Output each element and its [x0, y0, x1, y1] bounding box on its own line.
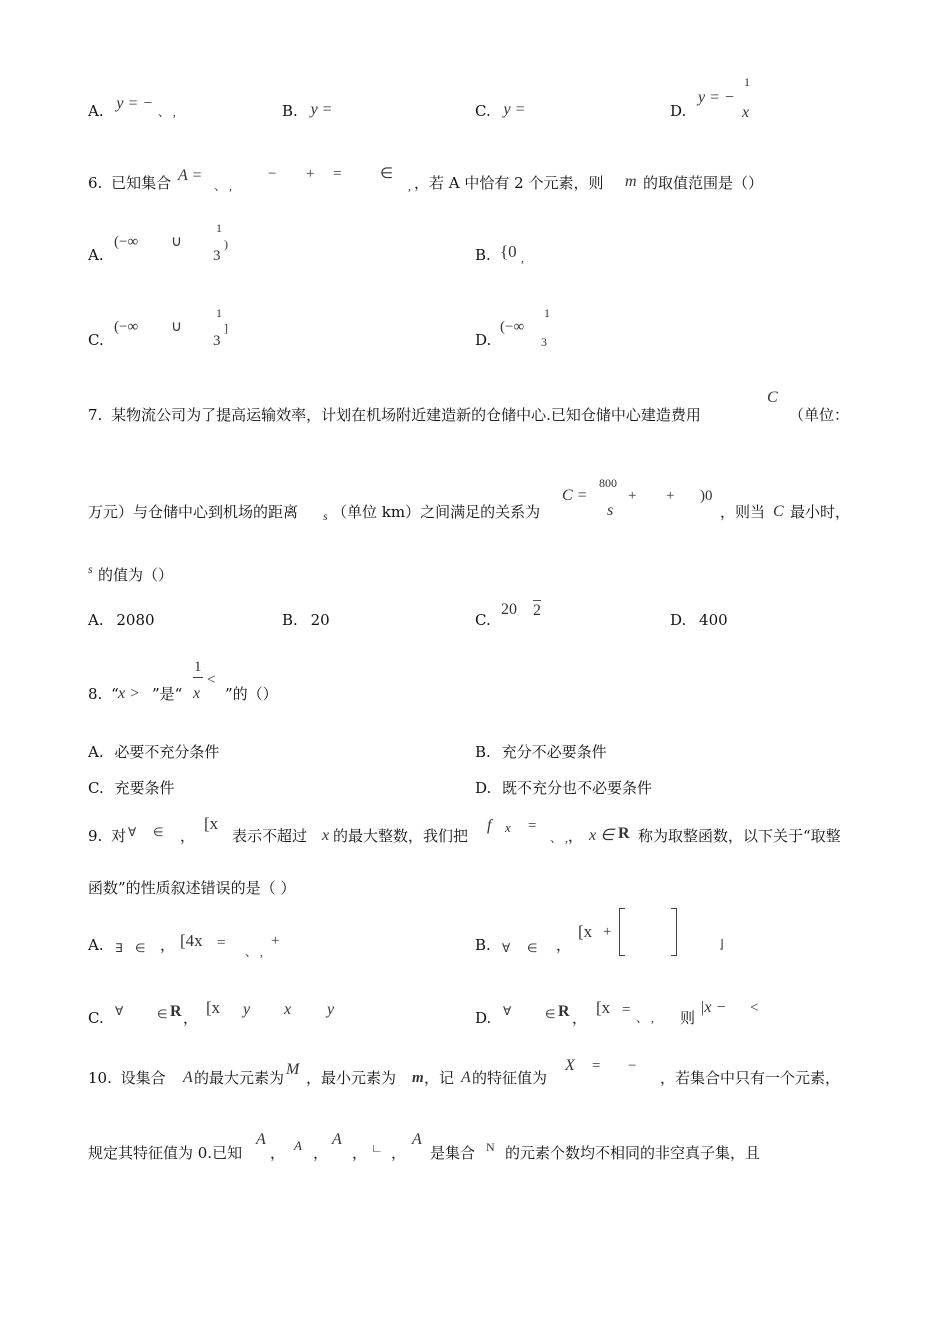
sqrt-radicand: 2: [533, 602, 541, 619]
floor-expression: [x: [578, 922, 593, 941]
fraction-denominator: 3: [213, 333, 221, 349]
question-text: 的最大整数，我们把: [333, 827, 469, 845]
q6-option-c-label: C.: [88, 331, 104, 349]
question-text: 的值为（）: [98, 566, 174, 584]
function-name: f: [487, 817, 492, 834]
math-variable: x: [284, 1001, 292, 1018]
punctuation: ，: [160, 936, 176, 954]
punctuation: ，: [572, 1009, 588, 1027]
math-fragment: 、 ,: [214, 179, 233, 193]
math-variable: C: [773, 503, 784, 520]
q8-option-d: [475, 778, 652, 798]
floor-expression: [x: [204, 814, 219, 833]
bracket-close: ): [224, 237, 228, 251]
question-text: 函数”的性质叙述错误的是（ ）: [88, 879, 296, 897]
option-text: 充分不必要条件: [501, 743, 607, 761]
fraction-denominator: 3: [541, 335, 547, 349]
punctuation: ，: [568, 827, 584, 845]
math-variable: s: [88, 562, 93, 576]
q6-option-b-label: B.: [475, 246, 491, 264]
option-label: C.: [88, 779, 104, 797]
equals-sign: =: [217, 935, 226, 951]
question-text: 设集合: [120, 1069, 166, 1087]
q6-option-a-label: A.: [88, 246, 104, 264]
question-number: 6.: [88, 174, 103, 192]
option-label: D.: [475, 779, 492, 797]
option-value: 20: [310, 611, 330, 629]
option-value: 20: [501, 601, 517, 618]
math-variable: m: [625, 173, 637, 190]
natural-set-symbol: N: [486, 1140, 495, 1154]
q6-stem: [88, 173, 171, 193]
q8-option-c: [88, 778, 175, 798]
subset-symbol: A: [332, 1131, 342, 1148]
equals-sign: =: [622, 1002, 631, 1018]
math-expression: A =: [178, 167, 203, 184]
plus-sign: +: [271, 933, 280, 949]
math-fragment: −: [268, 166, 277, 182]
question-text: （单位：: [789, 406, 850, 424]
math-variable: y: [327, 1001, 335, 1018]
q5-option-a: [88, 95, 176, 122]
math-fragment: =: [333, 166, 342, 182]
question-number: 10.: [88, 1069, 112, 1087]
fraction-numerator: 1: [544, 306, 550, 320]
q7-option-c-label: C.: [475, 611, 491, 629]
q8-option-b: [475, 742, 607, 762]
fraction-numerator: 1: [193, 657, 203, 678]
option-label: D.: [670, 611, 687, 629]
option-label: A.: [88, 102, 104, 120]
math-variable: M: [286, 1061, 300, 1078]
element-symbol: ∈: [135, 941, 146, 955]
question-text: 表示不超过: [232, 827, 308, 845]
less-than: <: [207, 672, 216, 688]
real-set-symbol: R: [170, 1003, 182, 1020]
option-label: B.: [475, 743, 491, 761]
fraction-numerator: 1: [216, 221, 222, 235]
equals-sign: =: [592, 1058, 601, 1074]
option-value: 400: [699, 611, 728, 629]
math-fragment: ∈: [380, 166, 394, 182]
ellipsis-symbol: ∟: [371, 1141, 383, 1155]
subset-symbol: A: [294, 1138, 302, 1153]
forall-symbol: ∀: [115, 1004, 124, 1018]
question-number: 7.: [88, 406, 103, 424]
option-text: 必要不充分条件: [114, 743, 220, 761]
formula-tail: )0: [700, 488, 713, 504]
exists-symbol: ∃: [115, 941, 123, 955]
punctuation: ，: [391, 1144, 407, 1162]
q5-option-d: [670, 101, 686, 121]
option-label: C.: [475, 102, 491, 120]
option-label: A.: [88, 611, 104, 629]
math-expression: y = −: [116, 95, 154, 112]
q8-stem: [88, 684, 119, 704]
domain-expression: x ∈: [589, 827, 615, 844]
math-variable: A: [183, 1069, 193, 1086]
question-text: 最小时，: [790, 503, 851, 521]
element-symbol: ∈: [527, 941, 538, 955]
math-variable: m: [412, 1070, 424, 1086]
formula-denominator: s: [607, 502, 614, 519]
q5-option-b: [282, 101, 332, 122]
option-value: 2080: [116, 611, 155, 629]
option-text: 既不充分也不必要条件: [502, 779, 653, 797]
option-label: B.: [282, 611, 298, 629]
question-text: 是集合: [430, 1144, 476, 1162]
real-set-symbol: R: [618, 825, 630, 842]
math-expression: y =: [310, 101, 333, 118]
math-fragment: ,: [521, 251, 524, 265]
punctuation: ，: [183, 1009, 199, 1027]
element-symbol: ∈: [545, 1007, 556, 1021]
punctuation: ，: [180, 827, 196, 845]
math-expression: (−∞: [500, 319, 525, 335]
question-text: 的特征值为: [472, 1069, 548, 1087]
punctuation: ，: [270, 1144, 286, 1162]
forall-symbol: ∀: [502, 941, 511, 955]
math-variable: A: [461, 1069, 471, 1086]
feature-symbol: X: [565, 1057, 575, 1074]
punctuation: ，: [352, 1144, 368, 1162]
question-text: ，若集合中只有一个元素，: [660, 1069, 841, 1087]
function-arg: x: [505, 820, 511, 835]
math-expression: (−∞: [114, 319, 139, 335]
fraction-numerator: 1: [744, 75, 750, 89]
math-fragment: 、 ,: [245, 945, 264, 959]
forall-symbol: ∀: [128, 825, 137, 839]
bracket-close: ]: [224, 321, 228, 335]
q9-option-d-label: D.: [475, 1009, 492, 1027]
math-fragment: ,: [408, 179, 411, 193]
fraction-denominator: 3: [213, 248, 221, 264]
option-text: 充要条件: [114, 779, 175, 797]
math-variable: x: [322, 827, 330, 844]
element-symbol: ∈: [157, 1007, 168, 1021]
option-label: B.: [282, 102, 298, 120]
question-text: ，记: [424, 1069, 455, 1087]
floor-expression: [x: [596, 998, 611, 1017]
math-variable: C: [767, 389, 778, 406]
math-fragment: 、 ,: [550, 831, 569, 845]
q5-option-c: [475, 101, 525, 122]
q9-option-c-label: C.: [88, 1009, 104, 1027]
punctuation: ，: [313, 1144, 329, 1162]
formula-plus: +: [628, 488, 637, 504]
question-number: 9.: [88, 827, 103, 845]
question-text: 的最大元素为: [194, 1069, 285, 1087]
question-text: ，则当: [720, 503, 766, 521]
subset-symbol: A: [256, 1131, 266, 1148]
real-set-symbol: R: [558, 1003, 570, 1020]
question-text: （单位 km）之间满足的关系为: [332, 503, 541, 521]
question-text: 万元）与仓储中心到机场的距离: [88, 503, 299, 521]
abs-expression: |x −: [700, 999, 727, 1016]
condition-1: x >: [118, 685, 140, 702]
option-label: A.: [88, 743, 104, 761]
math-expression: y =: [503, 101, 526, 118]
math-expression: y = −: [698, 89, 735, 106]
floor-expression: [4x: [180, 931, 203, 950]
q10-stem-line1: [88, 1068, 166, 1088]
math-expression: {0: [500, 242, 517, 261]
bracket-close: ⌋: [719, 937, 724, 951]
punctuation: ，: [556, 936, 572, 954]
question-text: ”的（）: [225, 685, 278, 703]
plus-sign: +: [603, 924, 612, 940]
floor-expression: [x: [206, 998, 221, 1017]
q7-option-b: [282, 610, 330, 630]
union-symbol: ∪: [171, 319, 182, 335]
formula-plus: +: [666, 488, 675, 504]
math-fragment: 、 ,: [636, 1011, 655, 1025]
question-text: 则: [680, 1009, 696, 1027]
floor-bracket-left: [619, 908, 625, 956]
math-variable: s: [323, 509, 328, 523]
minus-sign: −: [628, 1058, 637, 1074]
question-text: 对: [111, 827, 127, 845]
q9-option-b-label: B.: [475, 936, 491, 954]
question-text: 某物流公司为了提高运输效率，计划在机场附近建造新的仓储中心.已知仓储中心建造费用: [111, 406, 701, 424]
option-label: D.: [670, 102, 687, 120]
question-text: ，若 A 中恰有 2 个元素，则: [414, 174, 604, 192]
question-text: ，最小元素为: [306, 1069, 397, 1087]
q9-stem-line1: [88, 826, 126, 846]
element-symbol: ∈: [153, 825, 164, 839]
fraction-denominator: x: [193, 685, 201, 702]
q7-option-a: [88, 610, 155, 630]
quote-open: “: [111, 685, 119, 703]
question-number: 8.: [88, 685, 103, 703]
question-text: 称为取整函数，以下关于“取整: [638, 827, 841, 845]
question-text: 规定其特征值为 0.已知: [88, 1144, 243, 1162]
question-text: 已知集合: [111, 174, 172, 192]
math-variable: y: [243, 1001, 251, 1018]
fraction-numerator: 1: [216, 306, 222, 320]
q8-option-a: [88, 742, 219, 762]
less-than: <: [750, 1000, 759, 1016]
fraction-denominator: x: [742, 104, 750, 121]
floor-bracket-right: [671, 908, 677, 956]
q6-option-d-label: D.: [475, 331, 492, 349]
union-symbol: ∪: [171, 234, 182, 250]
equals-sign: =: [528, 818, 537, 834]
math-expression: (−∞: [114, 234, 139, 250]
q7-option-d: [670, 610, 728, 630]
formula-numerator: 800: [599, 476, 617, 490]
forall-symbol: ∀: [503, 1004, 512, 1018]
subset-symbol: A: [412, 1131, 422, 1148]
math-fragment: +: [306, 166, 315, 182]
q7-stem-line1: [88, 405, 701, 425]
formula-lhs: C =: [562, 487, 588, 504]
question-text: ”是“: [152, 685, 183, 703]
math-fragment: 、 ,: [157, 105, 176, 119]
question-text: 的取值范围是（）: [643, 174, 764, 192]
question-text: 的元素个数均不相同的非空真子集，且: [505, 1144, 761, 1162]
q9-option-a-label: A.: [88, 936, 104, 954]
